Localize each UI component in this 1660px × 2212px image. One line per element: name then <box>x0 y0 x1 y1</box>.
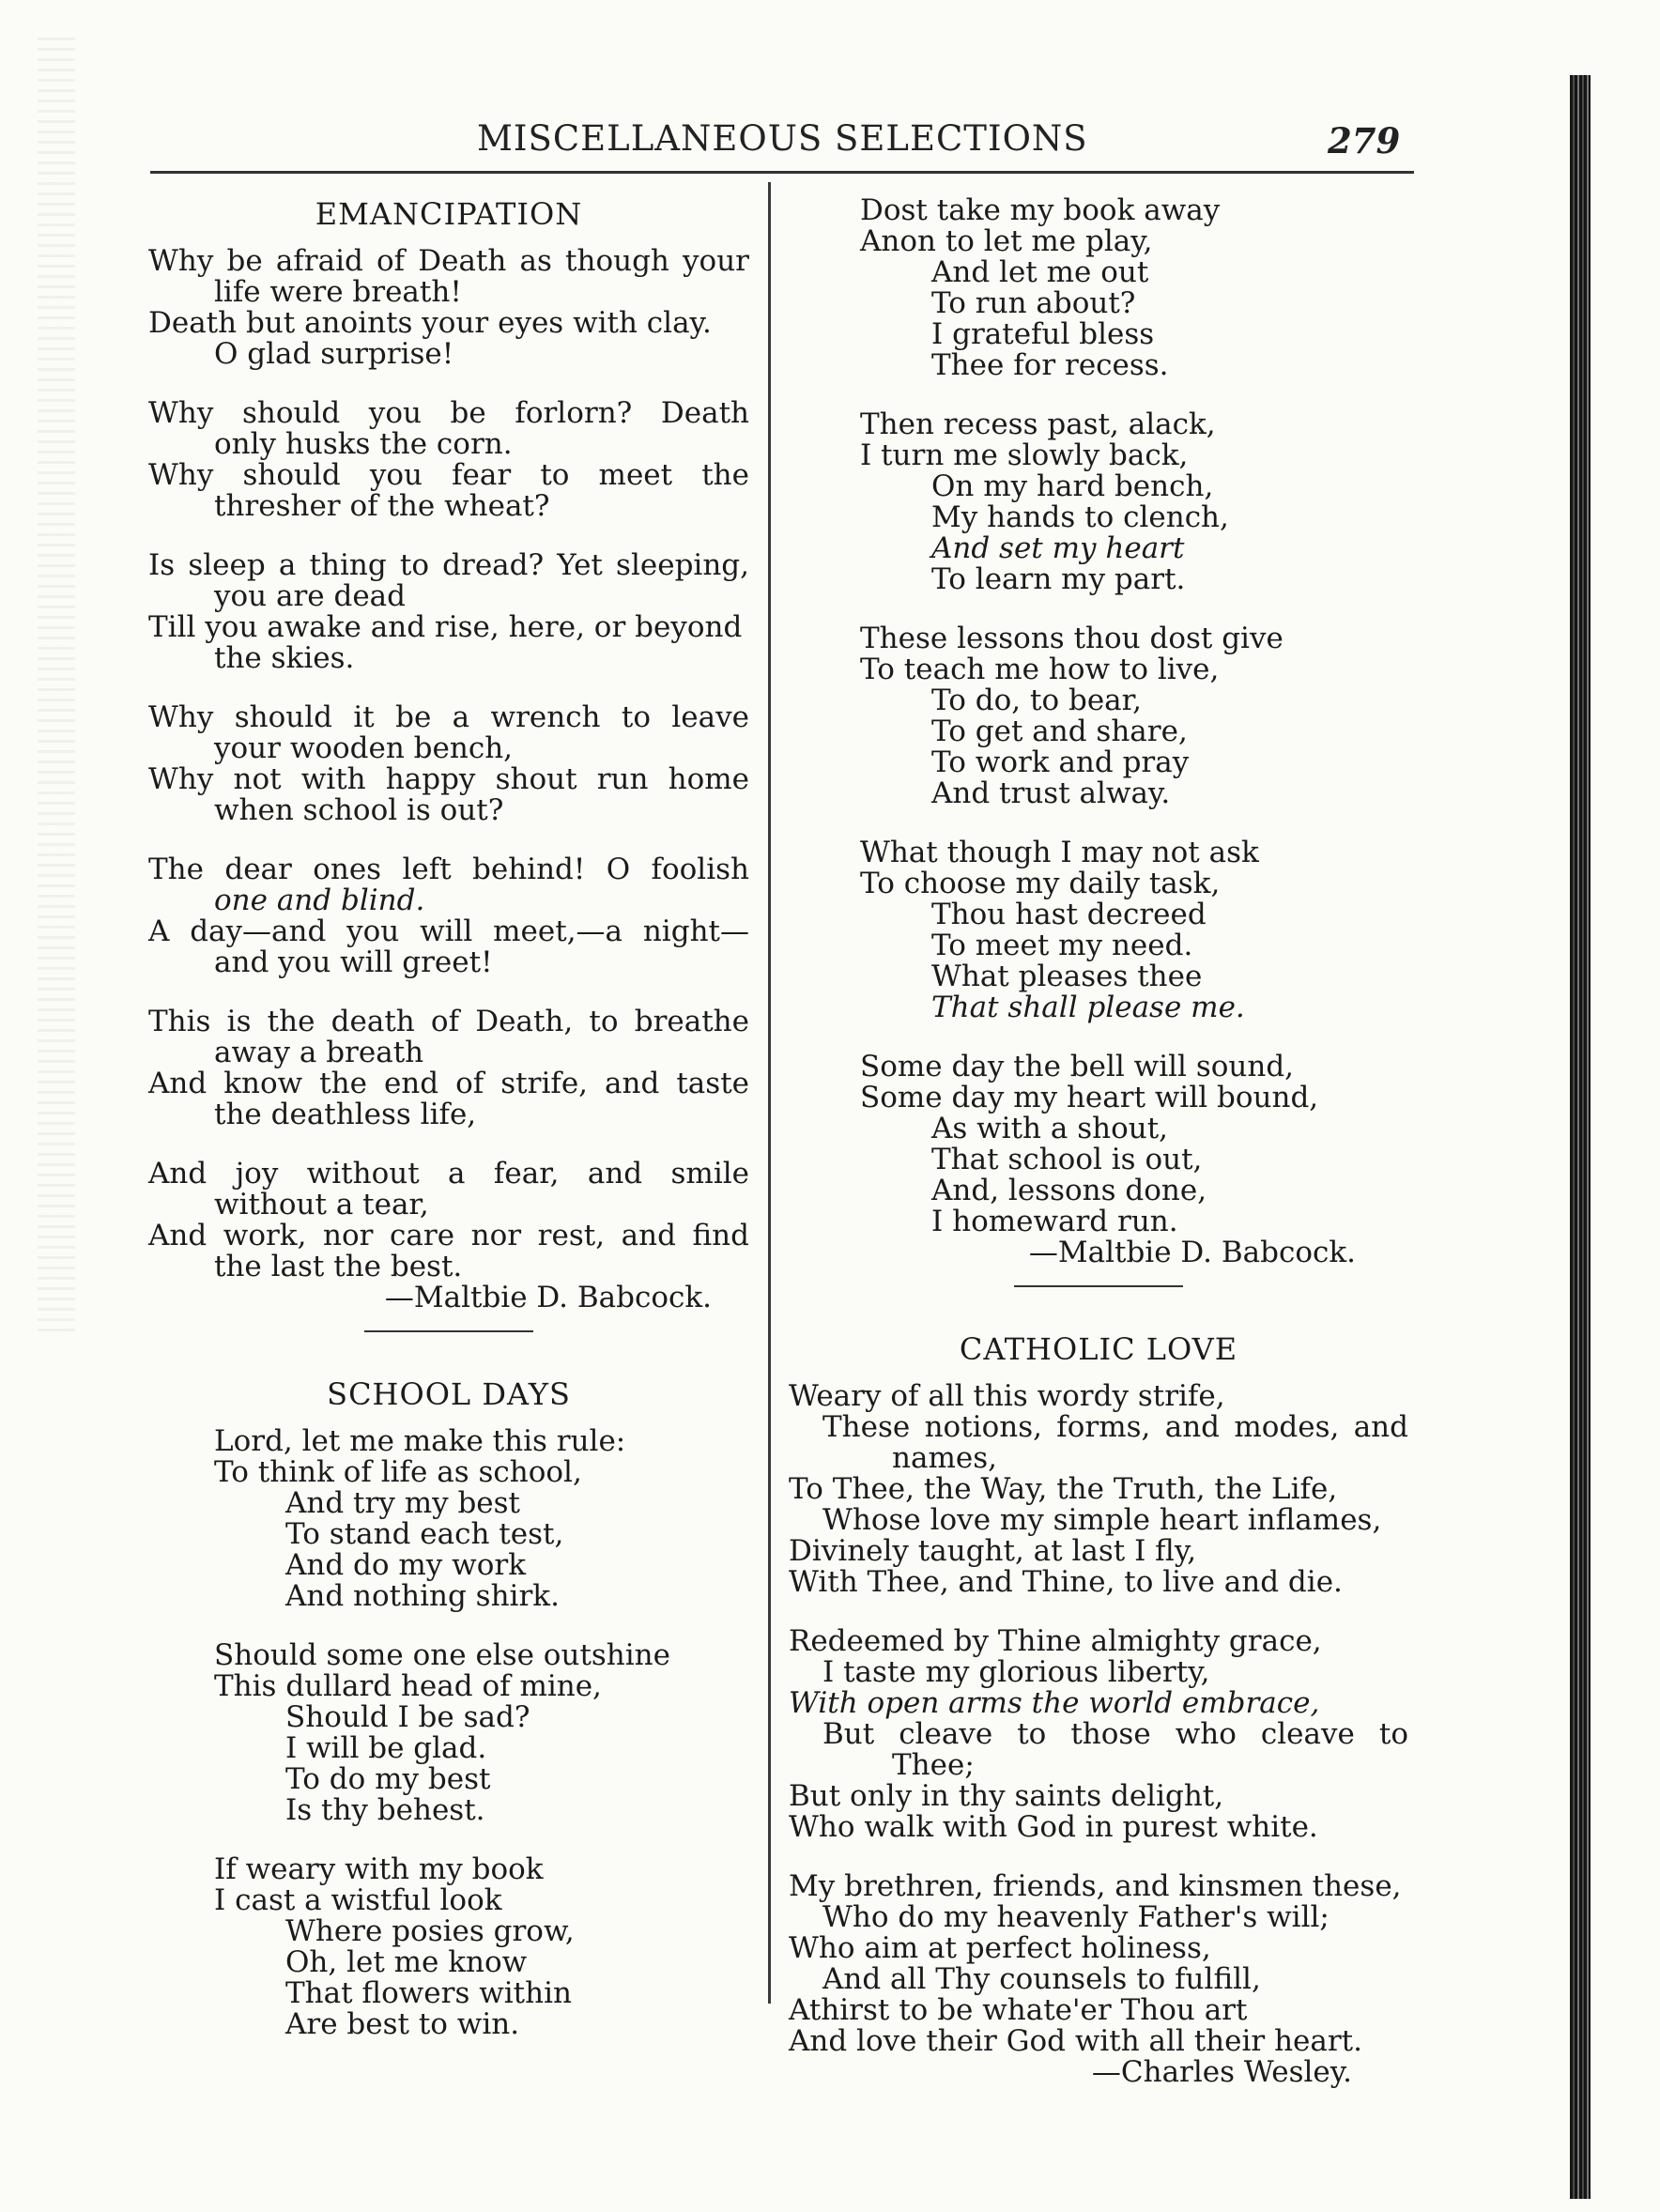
verse-line: only husks the corn. <box>214 427 513 461</box>
verse-line: the last the best. <box>214 1250 463 1283</box>
verse-line: A day—and you will meet,—a night— <box>148 914 749 948</box>
right-column <box>789 195 1408 2088</box>
verse-line: Till you awake and rise, here, or beyond <box>148 610 743 644</box>
catholic-love-body <box>789 1381 1408 2088</box>
stanza <box>860 837 1408 1023</box>
verse-line: Why should you fear to meet the <box>148 458 749 492</box>
verse-line: Are best to win. <box>285 2007 520 2041</box>
verse-line: If weary with my book <box>214 1852 544 1886</box>
verse-line: Who aim at perfect holiness, <box>789 1931 1211 1965</box>
stanza <box>214 1854 749 2040</box>
poem-title-emancipation: EMANCIPATION <box>315 196 583 232</box>
verse-line: And all Thy counsels to fulfill, <box>822 1962 1261 1996</box>
verse-line: Should I be sad? <box>285 1700 530 1734</box>
verse-line: As with a shout, <box>931 1112 1169 1145</box>
verse-line: To meet my need. <box>931 929 1193 962</box>
verse-line: But only in thy saints delight, <box>789 1779 1224 1813</box>
stanza <box>860 623 1408 809</box>
verse-line: Redeemed by Thine almighty grace, <box>789 1624 1322 1658</box>
verse-line: Anon to let me play, <box>860 224 1153 258</box>
verse-line: Some day the bell will sound, <box>860 1050 1295 1083</box>
verse-line: I taste my glorious liberty, <box>822 1655 1210 1689</box>
verse-line: Weary of all this wordy strife, <box>789 1379 1225 1413</box>
verse-line: And joy without a fear, and smile <box>148 1157 749 1190</box>
stanza <box>148 246 749 370</box>
verse-line: What pleases thee <box>931 960 1203 993</box>
verse-line: Lord, let me make this rule: <box>214 1424 626 1458</box>
verse-line: Who do my heavenly Father's will; <box>822 1900 1330 1934</box>
stanza <box>789 1871 1408 2057</box>
verse-line: Dost take my book away <box>860 193 1221 227</box>
verse-line: And let me out <box>931 255 1149 289</box>
verse-line: thresher of the wheat? <box>214 489 550 523</box>
verse-line: To get and share, <box>931 714 1188 748</box>
verse-line: Thou hast decreed <box>931 898 1207 931</box>
school-days-body <box>148 1426 749 2040</box>
verse-line: Then recess past, alack, <box>860 407 1216 441</box>
verse-line: These notions, forms, and modes, and <box>822 1410 1408 1444</box>
section-separator <box>364 1330 533 1332</box>
section-separator <box>1014 1285 1183 1287</box>
verse-line: you are dead <box>214 579 407 613</box>
verse-line: your wooden bench, <box>214 731 514 765</box>
verse-line: Where posies grow, <box>285 1914 575 1948</box>
verse-line: To think of life as school, <box>214 1455 582 1489</box>
verse-line: And, lessons done, <box>931 1174 1207 1207</box>
poem-title-school-days: SCHOOL DAYS <box>327 1376 571 1412</box>
verse-line: I turn me slowly back, <box>860 438 1189 472</box>
verse-line: What though I may not ask <box>860 836 1259 869</box>
verse-line: These lessons thou dost give <box>860 622 1283 655</box>
verse-line: To choose my daily task, <box>860 867 1221 900</box>
verse-line: With open arms the world embrace, <box>789 1686 1320 1720</box>
verse-line: This is the death of Death, to breathe <box>148 1005 749 1038</box>
verse-line: That flowers within <box>285 1976 572 2010</box>
verse-line: Thee; <box>892 1748 975 1782</box>
stanza <box>860 195 1408 381</box>
verse-line: On my hard bench, <box>931 469 1214 503</box>
left-column <box>148 195 749 2040</box>
verse-line: I will be glad. <box>285 1731 487 1765</box>
verse-line: To do my best <box>285 1762 491 1796</box>
verse-line: That shall please me. <box>931 991 1245 1024</box>
stanza <box>148 854 749 978</box>
verse-line: My hands to clench, <box>931 500 1229 534</box>
verse-line: Oh, let me know <box>285 1945 528 1979</box>
stanza <box>148 702 749 826</box>
running-header: MISCELLANEOUS SELECTIONS <box>477 118 1088 159</box>
verse-line: life were breath! <box>214 275 462 309</box>
verse-line: Why should it be a wrench to leave <box>148 700 749 734</box>
stanza <box>148 1006 749 1130</box>
verse-line: To do, to bear, <box>931 684 1142 717</box>
verse-line: With Thee, and Thine, to live and die. <box>789 1565 1343 1599</box>
poem-author: —Maltbie D. Babcock. <box>384 1281 712 1314</box>
verse-line: Is sleep a thing to dread? Yet sleeping, <box>148 548 749 582</box>
verse-line: And set my heart <box>931 531 1185 565</box>
verse-line: O glad surprise! <box>214 337 454 371</box>
verse-line: To stand each test, <box>285 1517 564 1551</box>
page-margin-texture <box>38 38 75 1333</box>
verse-line: I cast a wistful look <box>214 1883 502 1917</box>
verse-line: That school is out, <box>931 1143 1203 1176</box>
verse-line: To learn my part. <box>931 562 1186 596</box>
verse-line: Whose love my simple heart inflames, <box>822 1503 1382 1537</box>
verse-line: Thee for recess. <box>931 348 1169 382</box>
verse-line: and you will greet! <box>214 945 493 979</box>
verse-line: without a tear, <box>214 1188 429 1221</box>
verse-line: Who walk with God in purest white. <box>789 1810 1318 1844</box>
header-rule <box>150 171 1414 174</box>
poem-author: —Maltbie D. Babcock. <box>1028 1236 1356 1269</box>
verse-line: And love their God with all their heart. <box>789 2024 1362 2058</box>
column-divider <box>768 182 771 2004</box>
verse-line: names, <box>892 1441 997 1475</box>
verse-line: Why be afraid of Death as though your <box>148 244 749 278</box>
stanza <box>214 1426 749 1612</box>
verse-line: And nothing shirk. <box>285 1579 560 1613</box>
verse-line: And try my best <box>285 1486 521 1520</box>
verse-line: But cleave to those who cleave to <box>822 1717 1408 1751</box>
verse-line: I grateful bless <box>931 317 1155 351</box>
stanza <box>789 1626 1408 1843</box>
binding-edge <box>1570 75 1591 2199</box>
verse-line: one and blind. <box>214 883 425 917</box>
verse-line: To Thee, the Way, the Truth, the Life, <box>789 1472 1338 1506</box>
stanza <box>860 1052 1408 1237</box>
stanza <box>148 398 749 522</box>
verse-line: My brethren, friends, and kinsmen these, <box>789 1869 1402 1903</box>
verse-line: Death but anoints your eyes with clay. <box>148 306 712 340</box>
school-days-continued <box>789 195 1408 1268</box>
stanza <box>860 409 1408 595</box>
stanza <box>789 1381 1408 1598</box>
verse-line: And work, nor care nor rest, and find <box>148 1219 749 1252</box>
verse-line: I homeward run. <box>931 1205 1178 1238</box>
verse-line: Why should you be forlorn? Death <box>148 396 749 430</box>
poem-author: —Charles Wesley. <box>1091 2055 1352 2089</box>
verse-line: away a breath <box>214 1036 424 1069</box>
verse-line: The dear ones left behind! O foolish <box>148 853 749 886</box>
page-number: 279 <box>1328 120 1401 161</box>
stanza <box>214 1640 749 1826</box>
poem-title-catholic-love: CATHOLIC LOVE <box>959 1331 1238 1367</box>
verse-line: This dullard head of mine, <box>214 1669 602 1703</box>
verse-line: Athirst to be whate'er Thou art <box>789 1993 1248 2027</box>
verse-line: when school is out? <box>214 793 504 827</box>
verse-line: Why not with happy shout run home <box>148 762 749 796</box>
verse-line: And trust alway. <box>931 776 1171 810</box>
stanza <box>148 1159 749 1283</box>
verse-line: Is thy behest. <box>285 1793 485 1827</box>
verse-line: To teach me how to live, <box>860 653 1220 686</box>
verse-line: To work and pray <box>931 745 1190 779</box>
verse-line: To run about? <box>931 286 1136 320</box>
verse-line: Some day my heart will bound, <box>860 1081 1319 1114</box>
verse-line: And do my work <box>285 1548 526 1582</box>
verse-line: the deathless life, <box>214 1098 477 1131</box>
verse-line: Divinely taught, at last I fly, <box>789 1534 1197 1568</box>
stanza <box>148 550 749 674</box>
verse-line: And know the end of strife, and taste <box>148 1067 749 1100</box>
verse-line: Should some one else outshine <box>214 1638 670 1672</box>
verse-line: the skies. <box>214 641 355 675</box>
